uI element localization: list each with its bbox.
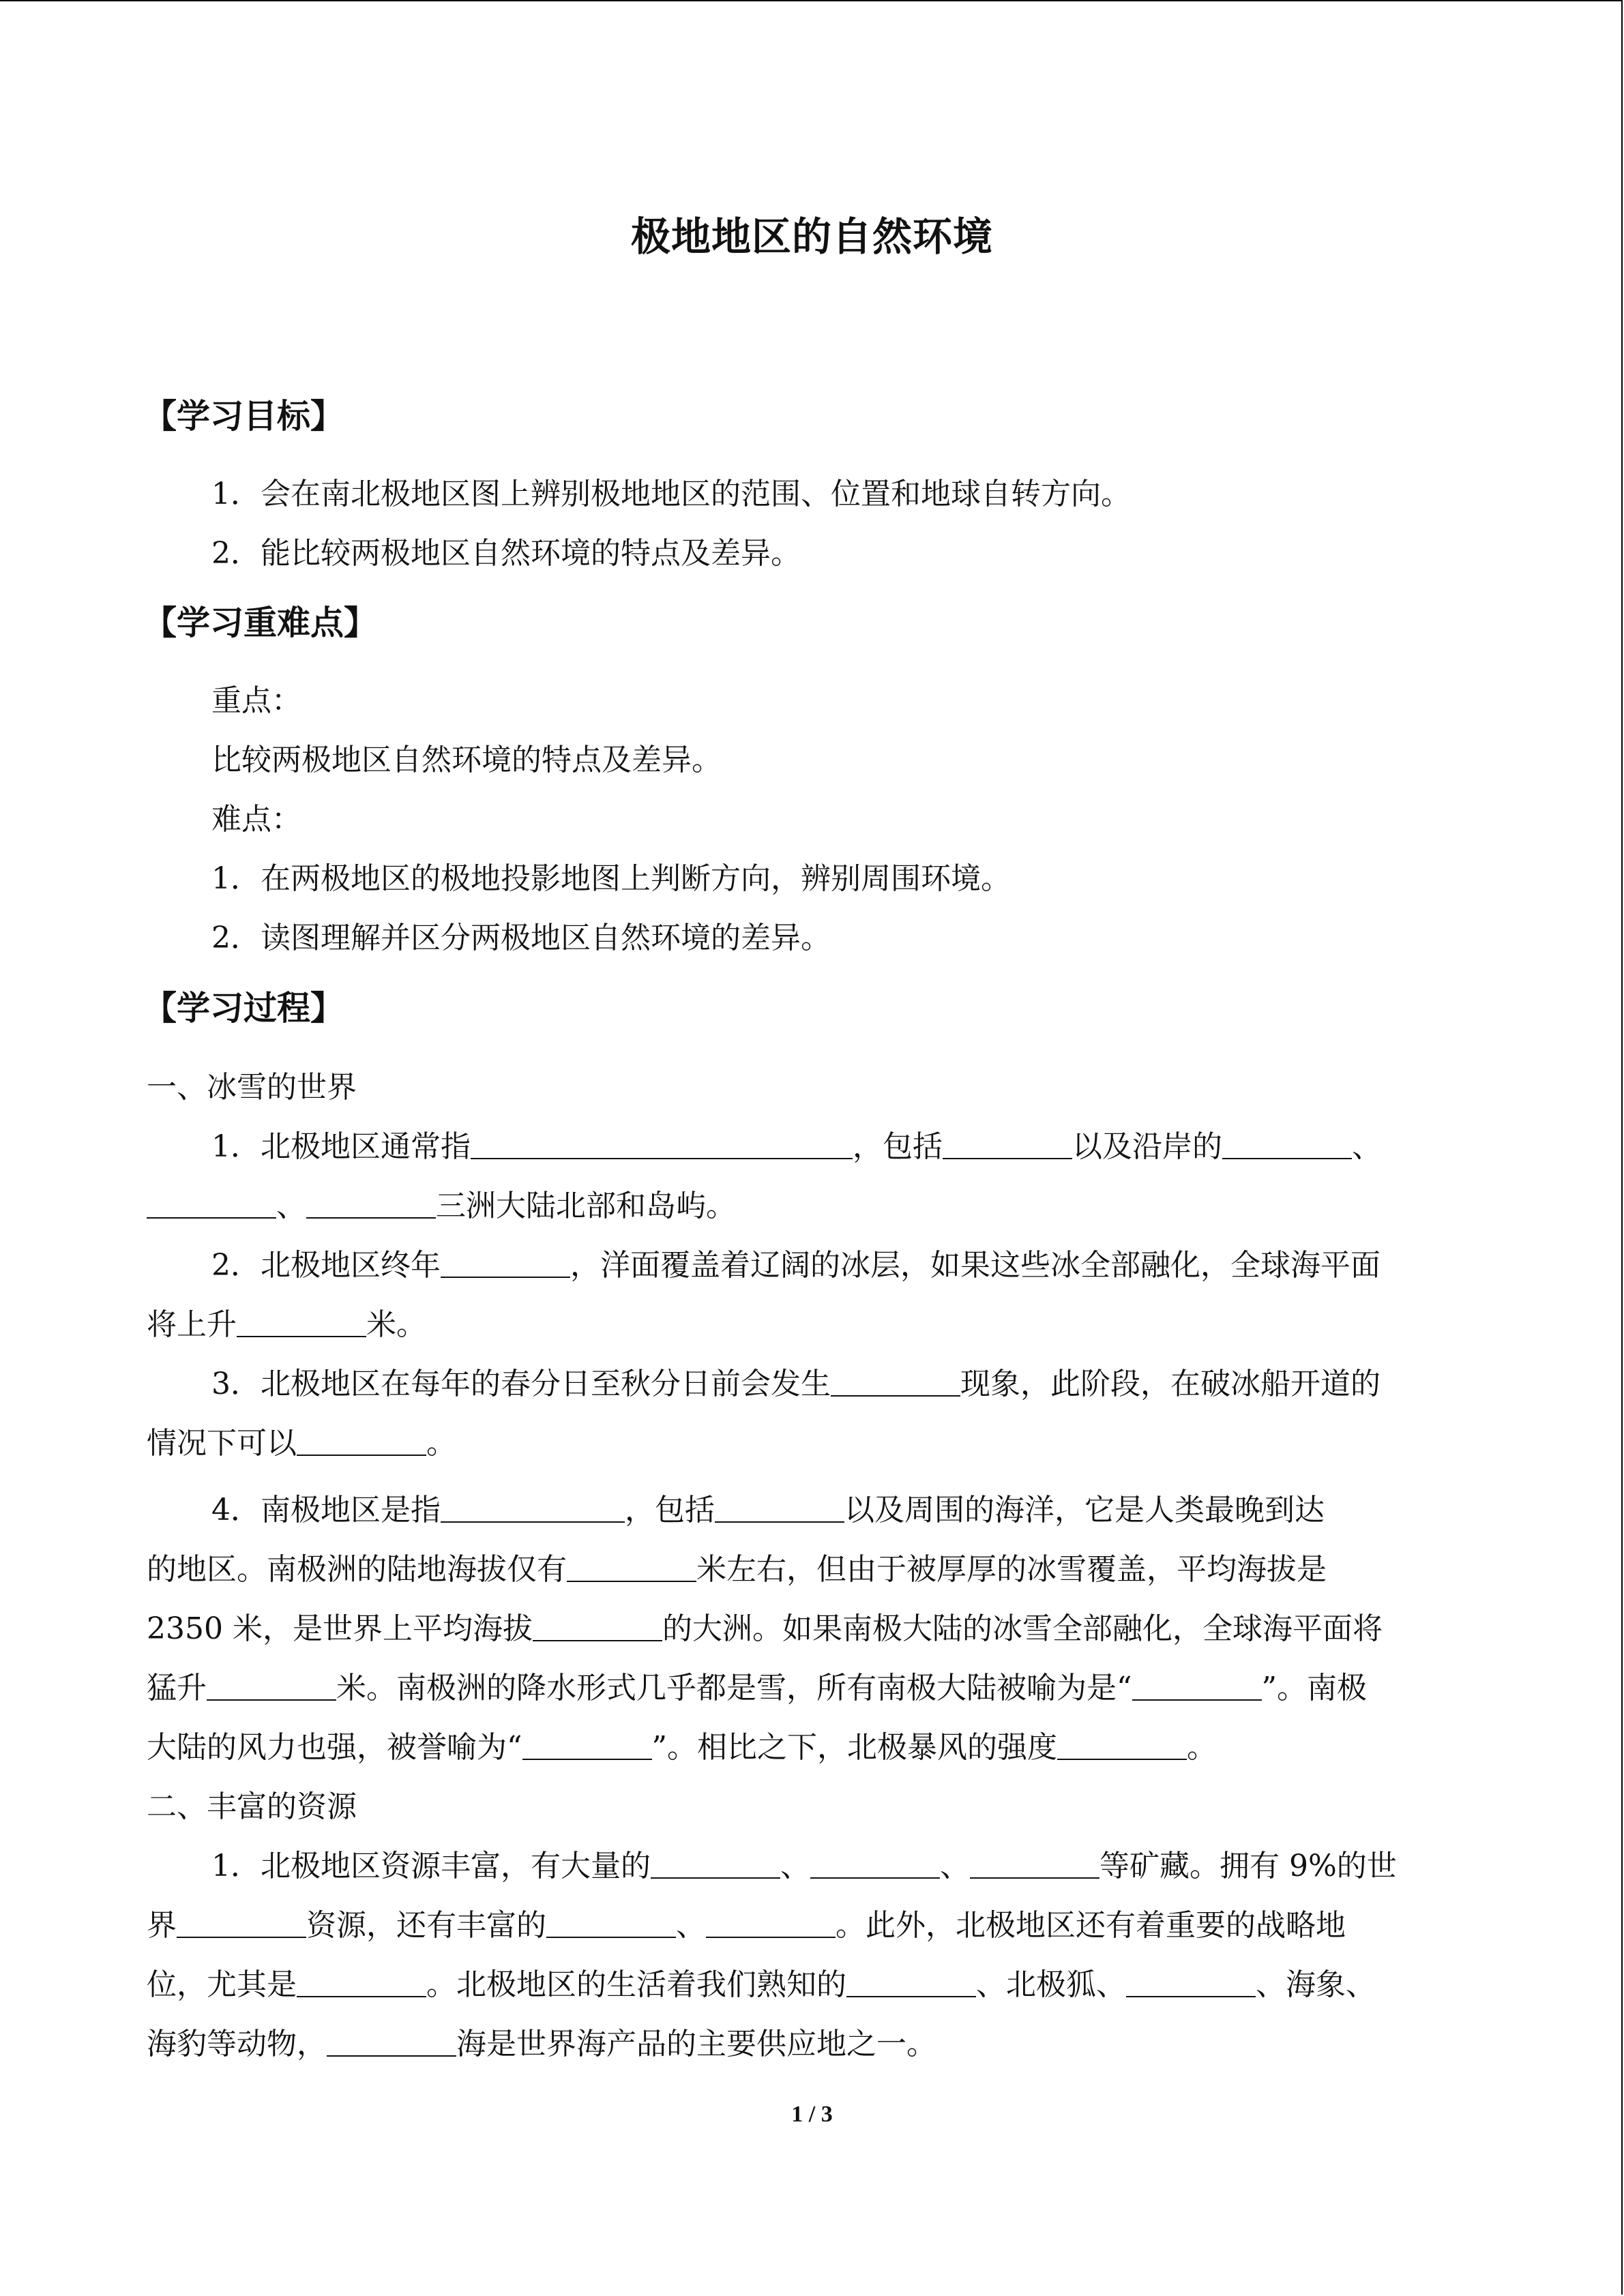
answer-blank[interactable] xyxy=(943,1128,1072,1159)
answer-blank[interactable] xyxy=(147,1187,276,1219)
answer-blank[interactable] xyxy=(970,1847,1099,1879)
answer-blank[interactable] xyxy=(546,1907,676,1938)
answer-blank[interactable] xyxy=(810,1847,940,1879)
answer-blank[interactable] xyxy=(177,1907,306,1938)
difficult-label: 难点： xyxy=(211,802,301,837)
answer-blank[interactable] xyxy=(533,1610,662,1641)
part1-q2-line1: 2．北极地区终年 ，洋面覆盖着辽阔的冰层，如果这些冰全部融化，全球海平面 xyxy=(211,1248,1381,1283)
page-number: 1 / 3 xyxy=(791,2102,833,2127)
answer-blank[interactable] xyxy=(327,2025,456,2057)
section-heading-key: 【学习重难点】 xyxy=(143,603,378,642)
answer-blank[interactable] xyxy=(522,1729,652,1760)
part1-q4-line5: 大陆的风力也强，被誉喻为“ ”。相比之下，北极暴风的强度 。 xyxy=(147,1730,1217,1765)
focus-label: 重点： xyxy=(211,683,301,718)
part1-q4-line1: 4．南极地区是指 ，包括 以及周围的海洋，它是人类最晚到达 xyxy=(211,1493,1325,1527)
part1-q4-line4: 猛升 米。南极洲的降水形式几乎都是雪，所有南极大陆被喻为是“ ”。南极 xyxy=(147,1671,1367,1705)
part1-q3-line2: 情况下可以 。 xyxy=(147,1426,456,1461)
answer-blank[interactable] xyxy=(471,1128,853,1159)
part2-heading: 二、丰富的资源 xyxy=(147,1789,357,1824)
answer-blank[interactable] xyxy=(567,1551,696,1582)
answer-blank[interactable] xyxy=(706,1907,836,1938)
answer-blank[interactable] xyxy=(715,1491,844,1523)
section-heading-goals: 【学习目标】 xyxy=(143,397,344,436)
answer-blank[interactable] xyxy=(237,1306,366,1337)
answer-blank[interactable] xyxy=(306,1187,436,1219)
answer-blank[interactable] xyxy=(1222,1128,1352,1159)
part2-q1-line3: 位，尤其是 。北极地区的生活着我们熟知的 、北极狐、 、海象、 xyxy=(147,1967,1376,2002)
part2-q1-line4: 海豹等动物， 海是世界海产品的主要供应地之一。 xyxy=(147,2027,936,2061)
part2-q1-line1: 1．北极地区资源丰富，有大量的 、 、 等矿藏。拥有 9%的世 xyxy=(211,1849,1397,1883)
part1-q3-line1: 3．北极地区在每年的春分日至秋分日前会发生 现象，此阶段，在破冰船开道的 xyxy=(211,1367,1381,1401)
answer-blank[interactable] xyxy=(441,1247,570,1278)
answer-blank[interactable] xyxy=(1057,1729,1187,1760)
difficult-item-2: 2．读图理解并区分两极地区自然环境的差异。 xyxy=(211,921,831,955)
part1-q4-line3: 2350 米，是世界上平均海拔 的大洲。如果南极大陆的冰雪全部融化，全球海平面将 xyxy=(147,1611,1383,1646)
part1-q4-line2: 的地区。南极洲的陆地海拔仅有 米左右，但由于被厚厚的冰雪覆盖，平均海拔是 xyxy=(147,1552,1327,1587)
part1-q2-line2: 将上升 米。 xyxy=(147,1307,426,1342)
answer-blank[interactable] xyxy=(846,1966,976,1997)
page-title: 极地地区的自然环境 xyxy=(630,213,993,260)
part1-q1-line1: 1．北极地区通常指 ，包括 以及沿岸的 、 xyxy=(211,1129,1382,1164)
answer-blank[interactable] xyxy=(1126,1966,1256,1997)
difficult-item-1: 1．在两极地区的极地投影地图上判断方向，辨别周围环境。 xyxy=(211,861,1011,896)
goal-item-2: 2．能比较两极地区自然环境的特点及差异。 xyxy=(211,536,801,571)
section-heading-process: 【学习过程】 xyxy=(143,989,344,1028)
focus-text: 比较两极地区自然环境的特点及差异。 xyxy=(211,743,722,777)
goal-item-1: 1．会在南北极地区图上辨别极地地区的范围、位置和地球自转方向。 xyxy=(211,477,1131,511)
part2-q1-line2: 界 资源，还有丰富的 、 。此外，北极地区还有着重要的战略地 xyxy=(147,1908,1346,1943)
answer-blank[interactable] xyxy=(297,1966,426,1997)
answer-blank[interactable] xyxy=(441,1491,625,1523)
part1-heading: 一、冰雪的世界 xyxy=(147,1070,357,1105)
answer-blank[interactable] xyxy=(831,1365,960,1397)
answer-blank[interactable] xyxy=(207,1669,336,1701)
answer-blank[interactable] xyxy=(651,1847,780,1879)
part1-q1-line2: 、 三洲大陆北部和岛屿。 xyxy=(147,1186,736,1227)
answer-blank[interactable] xyxy=(297,1425,426,1456)
answer-blank[interactable] xyxy=(1132,1669,1262,1701)
